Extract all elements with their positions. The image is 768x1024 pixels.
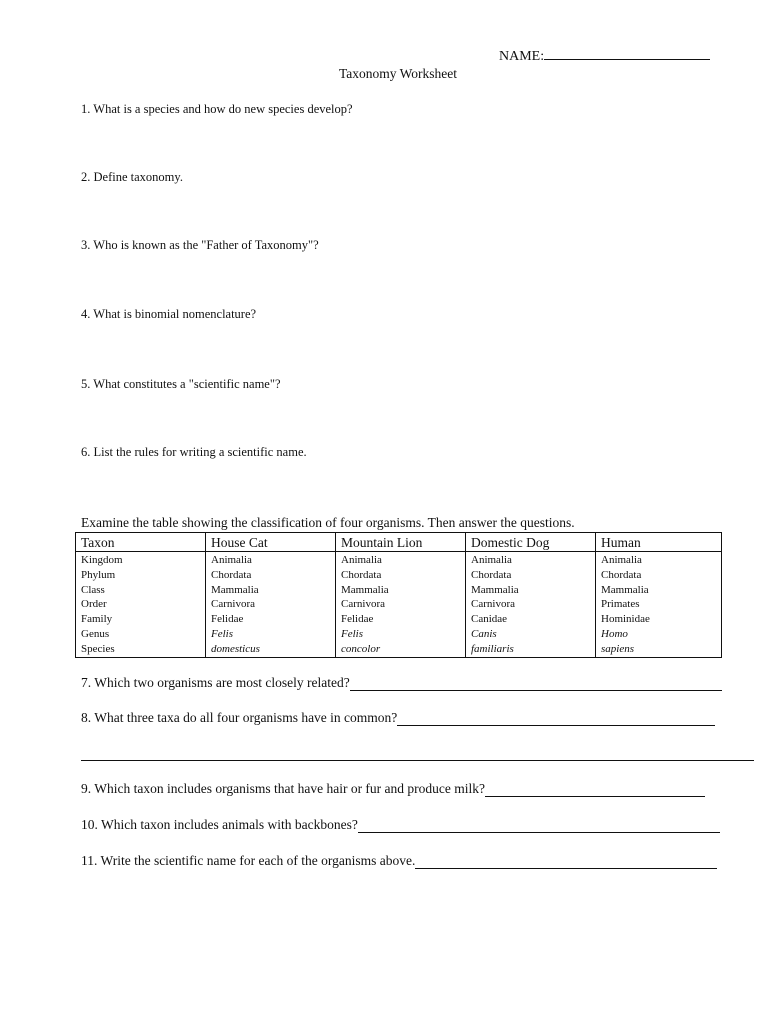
table-header-row	[76, 533, 722, 552]
question-8	[81, 710, 715, 726]
table-cell: Kingdom	[76, 552, 206, 568]
table-row	[76, 627, 722, 642]
table-cell: Chordata	[206, 568, 336, 583]
table-cell: Carnivora	[206, 597, 336, 612]
name-field[interactable]	[499, 47, 710, 65]
table-intro: Examine the table showing the classification of four organisms. Then answer the questions.	[81, 515, 575, 530]
table-row	[76, 583, 722, 598]
table-cell: domesticus	[206, 642, 336, 657]
table-row	[76, 597, 722, 612]
classification-table	[75, 532, 722, 658]
table-cell: Phylum	[76, 568, 206, 583]
question-9-text: 9. Which taxon includes organisms that have hair or fur and produce milk?	[81, 781, 486, 796]
table-row	[76, 568, 722, 583]
question-7-text: 7. Which two organisms are most closely related?	[81, 675, 350, 690]
table-cell: Animalia	[336, 552, 466, 568]
table-cell: familiaris	[466, 642, 596, 657]
table-cell: Felis	[336, 627, 466, 642]
table-row	[76, 642, 722, 657]
question-8-text: 8. What three taxa do all four organisms have in common?	[81, 710, 398, 725]
table-cell: Chordata	[336, 568, 466, 583]
header-mountain-lion: Mountain Lion	[336, 533, 466, 552]
question-3: 3. Who is known as the "Father of Taxonomy"?	[81, 238, 319, 252]
name-blank-line[interactable]	[544, 47, 710, 60]
table-cell: Animalia	[206, 552, 336, 568]
table-cell: Mammalia	[596, 583, 722, 598]
table-cell: Genus	[76, 627, 206, 642]
table-cell: Chordata	[466, 568, 596, 583]
table-cell: concolor	[336, 642, 466, 657]
worksheet-title: Taxonomy Worksheet	[338, 66, 458, 81]
table-cell: Felidae	[336, 612, 466, 627]
table-cell: Mammalia	[466, 583, 596, 598]
table-cell: Carnivora	[466, 597, 596, 612]
answer-line-10[interactable]	[358, 820, 720, 833]
question-5: 5. What constitutes a "scientific name"?	[81, 377, 281, 391]
table-cell: Order	[76, 597, 206, 612]
question-11-text: 11. Write the scientific name for each of the organisms above.	[81, 853, 416, 868]
question-6: 6. List the rules for writing a scientific name.	[81, 445, 307, 459]
answer-line-9[interactable]	[485, 784, 705, 797]
name-label: NAME:	[499, 49, 545, 64]
question-7	[81, 675, 722, 691]
table-cell: Mammalia	[206, 583, 336, 598]
question-1: 1. What is a species and how do new species develop?	[81, 102, 353, 116]
header-house-cat: House Cat	[206, 533, 336, 552]
table-cell: Chordata	[596, 568, 722, 583]
table-row	[76, 552, 722, 568]
header-human: Human	[596, 533, 722, 552]
question-4: 4. What is binomial nomenclature?	[81, 307, 257, 321]
table-cell: Canis	[466, 627, 596, 642]
table-cell: Homo	[596, 627, 722, 642]
table-cell: Carnivora	[336, 597, 466, 612]
table-row	[76, 612, 722, 627]
table-cell: Canidae	[466, 612, 596, 627]
question-10-text: 10. Which taxon includes animals with backbones?	[81, 817, 358, 832]
table-cell: Felis	[206, 627, 336, 642]
question-11	[81, 853, 717, 869]
table-cell: Species	[76, 642, 206, 657]
question-2: 2. Define taxonomy.	[81, 170, 183, 184]
table-cell: Hominidae	[596, 612, 722, 627]
question-10	[81, 817, 720, 833]
answer-line-11[interactable]	[415, 856, 717, 869]
answer-line-8b[interactable]	[81, 760, 754, 761]
answer-line-7[interactable]	[350, 678, 722, 691]
header-taxon: Taxon	[76, 533, 206, 552]
table-cell: Animalia	[466, 552, 596, 568]
question-9	[81, 781, 705, 797]
table-cell: Primates	[596, 597, 722, 612]
answer-line-8[interactable]	[397, 713, 715, 726]
table-cell: Mammalia	[336, 583, 466, 598]
table-cell: Animalia	[596, 552, 722, 568]
header-domestic-dog: Domestic Dog	[466, 533, 596, 552]
table-cell: sapiens	[596, 642, 722, 657]
table-cell: Family	[76, 612, 206, 627]
table-cell: Class	[76, 583, 206, 598]
table-cell: Felidae	[206, 612, 336, 627]
